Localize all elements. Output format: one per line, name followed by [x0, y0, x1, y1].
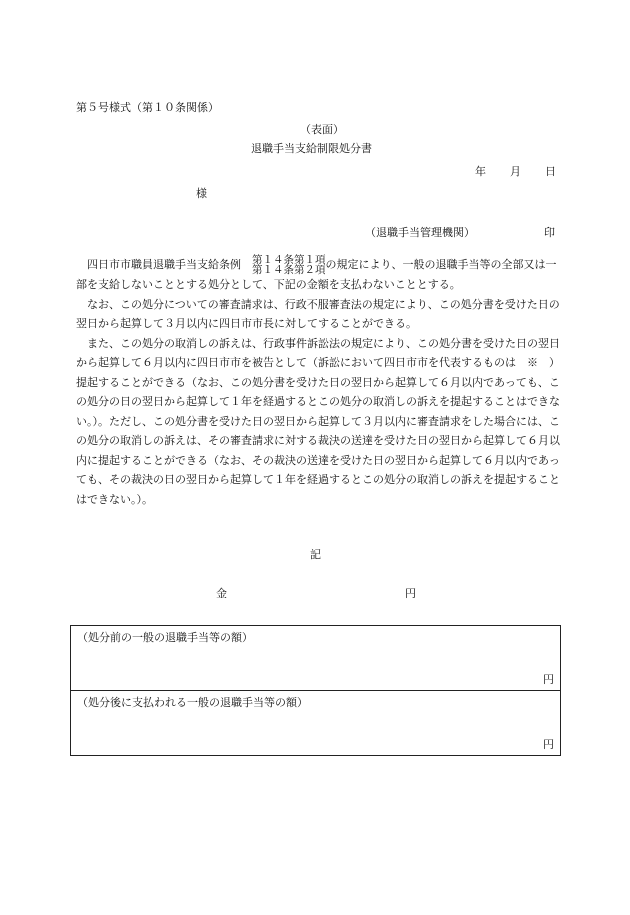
document-title: 退職手当支給制限処分書	[251, 142, 372, 155]
table-row	[71, 626, 561, 691]
clause-option-1: 第１４条第１項	[252, 254, 326, 266]
paragraph-2: なお、この処分についての審査請求は、行政不服審査法の規定により、この処分書を受けた日の翌日から起算して３月以内に四日市市長に対してすることができる。	[76, 297, 560, 330]
amount-unit: 円	[405, 587, 416, 600]
amount-after-cell	[71, 691, 561, 756]
date-month: 月	[510, 165, 521, 178]
amount-after-label: （処分後に支払われる一般の退職手当等の額）	[77, 696, 308, 709]
amount-after-unit: 円	[543, 738, 554, 751]
amount-before-unit: 円	[543, 673, 554, 686]
clause-option-2: 第１４条第２項	[252, 264, 326, 276]
paragraph-1-rest: の規定により、一般の退職手当等の全部又は一部を支給しないこととする処分として、下記の金額を支払わないこととする。	[76, 258, 557, 291]
addressee-suffix: 様	[196, 187, 207, 200]
amount-table	[70, 625, 561, 756]
form-number: 第５号様式（第１０条関係）	[76, 101, 219, 114]
ordinance-name: 四日市市職員退職手当支給条例	[87, 258, 241, 271]
body-text	[76, 255, 560, 509]
amount-label: 金	[216, 587, 227, 600]
paragraph-1	[76, 255, 560, 295]
amount-before-cell	[71, 626, 561, 691]
record-heading: 記	[310, 548, 321, 561]
date-day: 日	[545, 165, 556, 178]
date-year: 年	[475, 165, 486, 178]
clause-choice	[241, 255, 326, 275]
side-label: （表面）	[300, 123, 344, 136]
amount-before-label: （処分前の一般の退職手当等の額）	[77, 631, 253, 644]
seal-label: 印	[544, 226, 555, 239]
issuer-label: （退職手当管理機関）	[365, 226, 475, 239]
paragraph-3: また、この処分の取消しの訴えは、行政事件訴訟法の規定により、この処分書を受けた日の翌日から起算して６月以内に四日市市を被告として（訴訟において四日市市を代表するものは ※ ）提起することができる（なお、この処分書を受けた日の翌日から起算して６月以内であっても、この処分の日の翌日から起算して１年を経過するとこの処分の取消しの訴えを提起することはできない。）。ただし、この処分書を受けた日の翌日から起算して３月以内に審査請求をした場合には、この処分の取消しの訴えは、その審査請求に対する裁決の送達を受けた日の翌日から起算して６月以内に提起することができる（なお、その裁決の送達を受けた日の翌日から起算して６月以内であっても、その裁決の日の翌日から起算して１年を経過するとこの処分の取消しの訴えを提起することはできない。）。	[76, 336, 560, 506]
table-row	[71, 691, 561, 756]
